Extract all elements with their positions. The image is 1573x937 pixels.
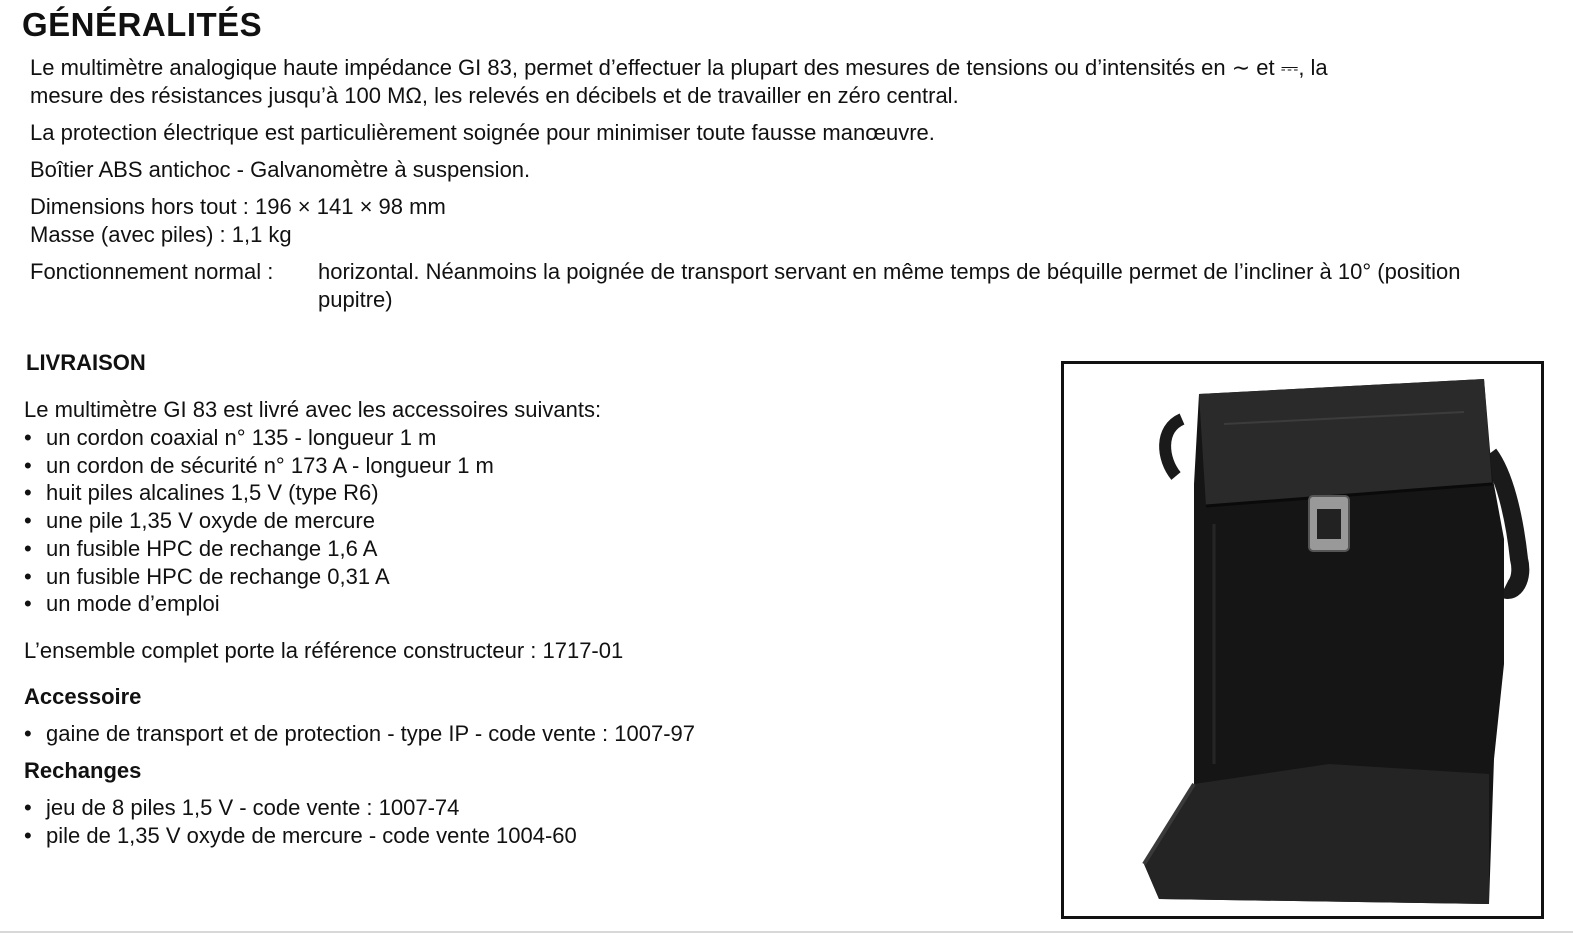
fonctionnement-text: horizontal. Néanmoins la poignée de transport servant en même temps de béquille permet de l’incliner à 10° (position pupitre) xyxy=(318,259,1461,312)
list-item: • jeu de 8 piles 1,5 V - code vente : 1007-74 xyxy=(24,794,577,822)
livraison-intro: Le multimètre GI 83 est livré avec les accessoires suivants: xyxy=(24,397,602,422)
list-item: • un cordon de sécurité n° 173 A - longueur 1 m xyxy=(24,452,494,480)
dimensions-text: Dimensions hors tout : 196 × 141 × 98 mm xyxy=(30,194,446,219)
generalites-paragraph-1-line-1: Le multimètre analogique haute impédance GI 83, permet d’effectuer la plupart des mesures de tensions ou d’intensités en ∼ et ⎓, la xyxy=(30,55,1328,80)
section-title-rechanges: Rechanges xyxy=(24,758,142,783)
list-item: • un cordon coaxial n° 135 - longueur 1 m xyxy=(24,424,494,452)
masse-text: Masse (avec piles) : 1,1 kg xyxy=(30,222,292,247)
list-item: • un fusible HPC de rechange 0,31 A xyxy=(24,563,494,591)
list-item: • une pile 1,35 V oxyde de mercure xyxy=(24,507,494,535)
section-title-livraison: LIVRAISON xyxy=(26,350,146,375)
livraison-list xyxy=(24,424,494,618)
rechanges-list xyxy=(24,794,577,849)
generalites-paragraph-3: Boîtier ABS antichoc - Galvanomètre à suspension. xyxy=(30,157,531,182)
list-item: • un fusible HPC de rechange 1,6 A xyxy=(24,535,494,563)
page-bottom-edge xyxy=(0,931,1573,933)
generalites-paragraph-1-line-2: mesure des résistances jusqu’à 100 MΩ, les relevés en décibels et de travailler en zéro central. xyxy=(30,83,959,108)
list-item: • huit piles alcalines 1,5 V (type R6) xyxy=(24,479,494,507)
accessoire-list xyxy=(24,720,695,748)
section-title-accessoire: Accessoire xyxy=(24,684,142,709)
list-item: • pile de 1,35 V oxyde de mercure - code vente 1004-60 xyxy=(24,822,577,850)
list-item: • gaine de transport et de protection - type IP - code vente : 1007-97 xyxy=(24,720,695,748)
list-item: • un mode d’emploi xyxy=(24,590,494,618)
generalites-paragraph-2: La protection électrique est particulièrement soignée pour minimiser toute fausse manœuvre. xyxy=(30,120,935,145)
carrying-case-icon xyxy=(1064,364,1541,916)
section-title-generalites: GÉNÉRALITÉS xyxy=(22,6,263,43)
reference-text: L’ensemble complet porte la référence constructeur : 1717-01 xyxy=(24,638,624,663)
product-photo xyxy=(1061,361,1544,919)
fonctionnement-label: Fonctionnement normal : xyxy=(30,259,274,284)
